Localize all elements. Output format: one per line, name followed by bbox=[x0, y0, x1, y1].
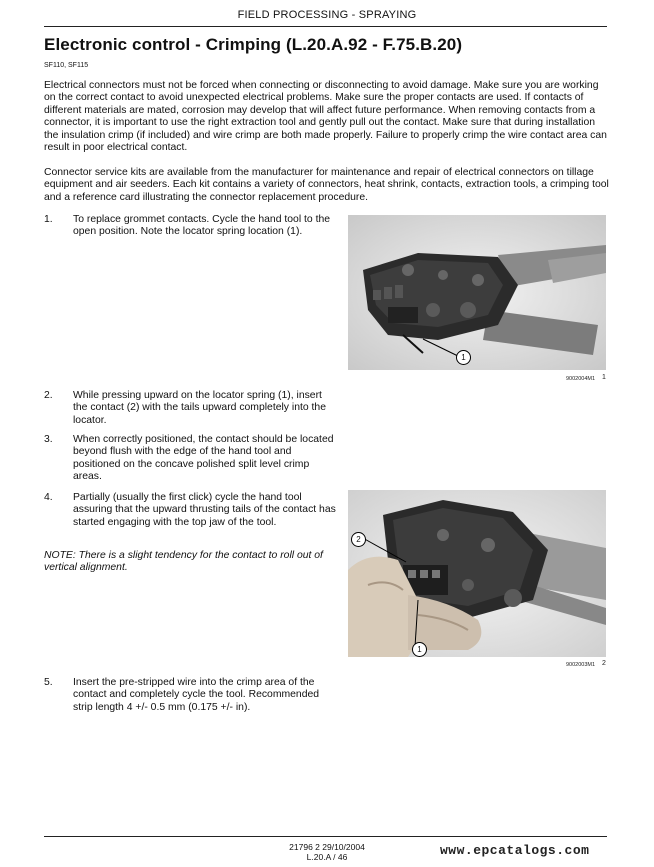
footer-page-number: L.20.A / 46 bbox=[306, 852, 348, 862]
step-number: 2. bbox=[44, 390, 53, 401]
crimp-tool-photo-2 bbox=[348, 490, 606, 657]
footer-doc-code: 21796 2 29/10/2004 bbox=[289, 842, 365, 852]
figure-number: 2 bbox=[602, 660, 606, 667]
note-text: NOTE: There is a slight tendency for the contact to roll out of vertical alignment. bbox=[44, 550, 323, 574]
step-number: 3. bbox=[44, 434, 53, 445]
crimp-tool-photo-1 bbox=[348, 215, 606, 370]
step-text: While pressing upward on the locator spring (1), insert the contact (2) with the tails upward completely into the locator. bbox=[73, 390, 326, 426]
callout-marker: 1 bbox=[456, 350, 471, 365]
step-number: 1. bbox=[44, 214, 53, 225]
step-text: Insert the pre-stripped wire into the crimp area of the contact and completely cycle the tool. Recommended strip length 4 +/- 0.5 mm (0.175 +/- in). bbox=[73, 677, 320, 713]
header-rule bbox=[44, 26, 607, 27]
intro-paragraph: Electrical connectors must not be forced when connecting or disconnecting to avoid damage. Make sure you are working on the correct contact to avoid unexpected electrical problems. Make sure the proper contacts are used. If contacts of different materials are mated, corrosion may develop that will affect future performance. When removing contacts from a connector, it is important to use the right extraction tool and gently pull out the contact. Make sure that during installation the insulation crimp (if included) and wire crimp are both made properly. Failure to properly crimp the wire contact area can result in poor electrical contact. bbox=[44, 80, 607, 154]
intro-paragraph: Connector service kits are available from the manufacturer for maintenance and repair of electrical connectors on tillage equipment and air seeders. Each kit contains a variety of connectors, heat shrink, contacts, extraction tools, a crimping tool and a reference card illustrating the connector replacement procedure. bbox=[44, 167, 609, 203]
callout-marker: 1 bbox=[412, 642, 427, 657]
footer-rule bbox=[44, 836, 607, 837]
figure-code: 9002003M1 bbox=[566, 662, 596, 668]
watermark-url: www.epcatalogs.com bbox=[440, 843, 590, 858]
figure-number: 1 bbox=[602, 374, 606, 381]
page-title: Electronic control - Crimping (L.20.A.92 - F.75.B.20) bbox=[44, 35, 463, 54]
running-header: FIELD PROCESSING - SPRAYING bbox=[237, 9, 417, 21]
step-text: Partially (usually the first click) cycle the hand tool assuring that the upward thrusting tails of the contact has started engaging with the top jaw of the tool. bbox=[73, 492, 336, 528]
figure-code: 9002004M1 bbox=[566, 376, 596, 382]
step-text: When correctly positioned, the contact should be located beyond flush with the edge of the hand tool and positioned on the concave polished split level crimp areas. bbox=[73, 434, 334, 483]
step-number: 4. bbox=[44, 492, 53, 503]
step-number: 5. bbox=[44, 677, 53, 688]
callout-marker: 2 bbox=[351, 532, 366, 547]
model-list: SF110, SF115 bbox=[44, 62, 89, 69]
step-text: To replace grommet contacts. Cycle the hand tool to the open position. Note the locator spring location (1). bbox=[73, 214, 331, 238]
